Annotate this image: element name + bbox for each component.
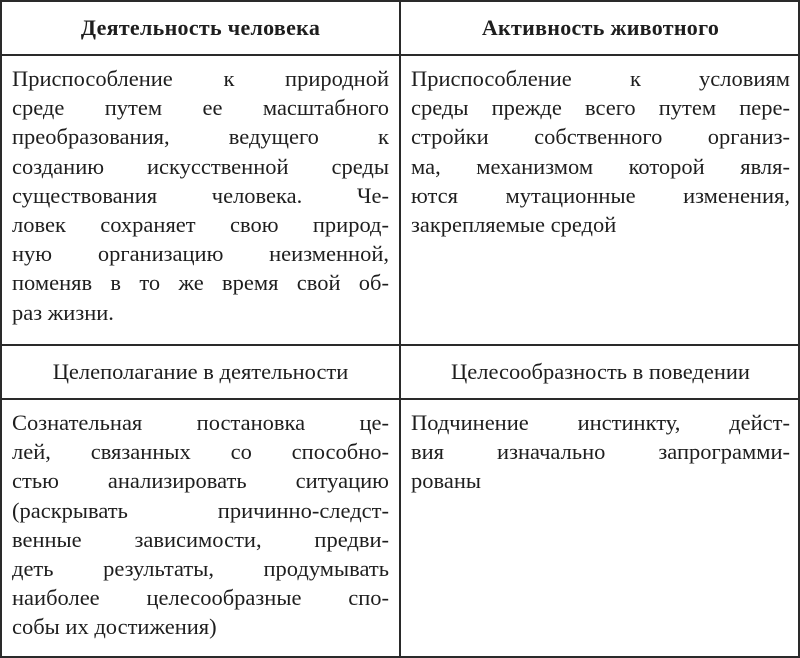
text-line: Подчинение инстинкту, дейст- [411,410,790,435]
text-line: среды прежде всего путем пере- [411,95,790,121]
text-line: рованы [411,468,481,494]
text-line: Приспособление к природной [12,66,389,91]
cell-human-adaptation [2,56,399,344]
subheader-expediency: Целесообразность в поведении [451,359,750,384]
text-line: ную организацию неизменной, [12,241,389,267]
text-line: закрепляемые средой [411,212,617,238]
text-line: деть результаты, продумывать [12,556,389,582]
text-line: вия изначально запрограмми- [411,439,790,465]
text-line: раз жизни. [12,299,114,325]
text-line: ловек сохраняет свою природ- [12,212,389,238]
text-line: ма, механизмом которой явля- [411,153,790,179]
text-line: существования человека. Че- [12,182,389,208]
text-line: созданию искусственной среды [12,153,389,179]
text-line: преобразования, ведущего к [12,124,389,150]
text-line: Сознательная постановка це- [12,410,389,435]
text-line: (раскрывать причинно-следст- [12,497,389,523]
text-line: лей, связанных со способно- [12,439,389,465]
cell-animal-adaptation [401,56,800,344]
text-line: ются мутационные изменения, [411,182,790,208]
header-human-activity: Деятельность человека [80,15,321,40]
cell-animal-instinct [401,400,800,658]
text-line: Приспособление к условиям [411,66,790,91]
header-animal-activity: Активность животного [481,15,720,40]
text-line: среде путем ее масштабного [12,95,389,121]
subheader-goal-setting: Целеполагание в деятельности [52,359,349,384]
text-line: стью анализировать ситуацию [12,468,389,494]
cell-human-goal-setting [2,400,399,658]
text-line: стройки собственного организ- [411,124,790,150]
text-line: наиболее целесообразные спо- [12,585,389,611]
text-line: венные зависимости, предви- [12,526,389,552]
text-line: собы их достижения) [12,614,217,640]
text-line: поменяв в то же время свой об- [12,270,389,296]
